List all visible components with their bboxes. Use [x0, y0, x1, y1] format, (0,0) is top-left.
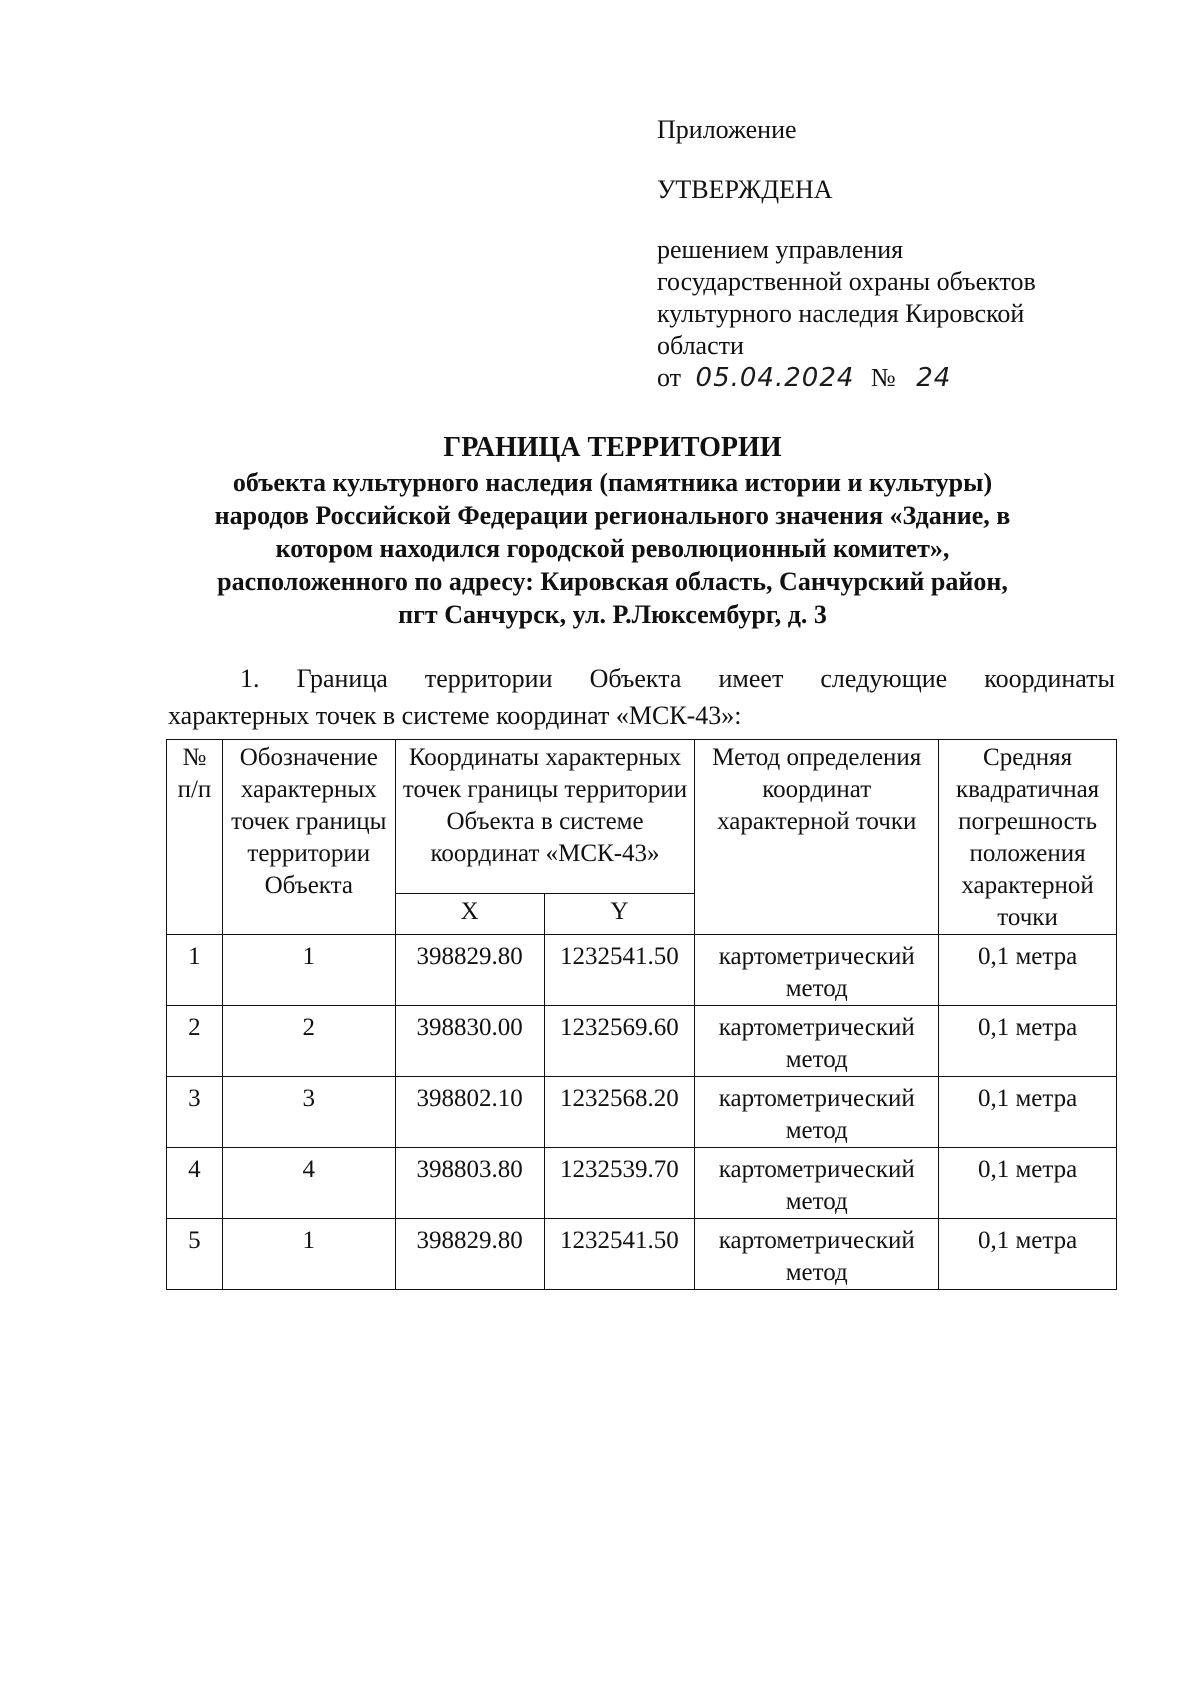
- date-prefix: от: [657, 363, 682, 392]
- cell-num: 5: [167, 1219, 223, 1290]
- cell-method: картометрический метод: [695, 1077, 939, 1148]
- cell-y: 1232539.70: [544, 1148, 695, 1219]
- cell-error: 0,1 метра: [939, 1077, 1117, 1148]
- cell-num: 2: [167, 1006, 223, 1077]
- table-row: [167, 1148, 1117, 1219]
- cell-point: 3: [222, 1077, 395, 1148]
- paragraph-first-line: 1. Граница территории Объекта имеет следующие координаты: [240, 664, 1115, 693]
- header-method: Метод определения координат характерной точки: [695, 740, 939, 935]
- title-line-1: объекта культурного наследия (памятника истории и культуры): [232, 468, 993, 497]
- cell-x: 398829.80: [395, 935, 544, 1006]
- cell-x: 398829.80: [395, 1219, 544, 1290]
- cell-error: 0,1 метра: [939, 1148, 1117, 1219]
- cell-num: 4: [167, 1148, 223, 1219]
- cell-error: 0,1 метра: [939, 935, 1117, 1006]
- cell-point: 1: [222, 1219, 395, 1290]
- table-header-row: [167, 740, 1117, 894]
- header-num: № п/п: [167, 740, 223, 935]
- cell-x: 398830.00: [395, 1006, 544, 1077]
- header-designation: Обозначение характерных точек границы территории Объекта: [222, 740, 395, 935]
- header-error: Средняя квадратичная погрешность положения характерной точки: [939, 740, 1117, 935]
- cell-num: 1: [167, 935, 223, 1006]
- cell-method: картометрический метод: [695, 1006, 939, 1077]
- cell-method: картометрический метод: [695, 935, 939, 1006]
- header-y: Y: [544, 893, 695, 934]
- table-row: [167, 1219, 1117, 1290]
- handwritten-date: 05.04.2024: [695, 363, 855, 393]
- title-main: ГРАНИЦА ТЕРРИТОРИИ: [443, 432, 782, 463]
- appendix-label: Приложение: [657, 115, 797, 144]
- cell-num: 3: [167, 1077, 223, 1148]
- approval-line-1: решением управления: [657, 235, 904, 264]
- cell-point: 4: [222, 1148, 395, 1219]
- approval-line-2: государственной охраны объектов: [657, 267, 1036, 296]
- header-coordinates: Координаты характерных точек границы территории Объекта в системе координат «МСК-43»: [395, 740, 695, 894]
- cell-x: 398803.80: [395, 1148, 544, 1219]
- handwritten-number: 24: [916, 363, 952, 393]
- cell-y: 1232541.50: [544, 935, 695, 1006]
- table-row: [167, 935, 1117, 1006]
- cell-point: 1: [222, 935, 395, 1006]
- cell-method: картометрический метод: [695, 1148, 939, 1219]
- approval-line-4: области: [657, 331, 744, 360]
- cell-error: 0,1 метра: [939, 1219, 1117, 1290]
- paragraph-1: [168, 660, 1115, 734]
- cell-y: 1232568.20: [544, 1077, 695, 1148]
- document-title: [140, 430, 1085, 631]
- title-line-4: расположенного по адресу: Кировская область, Санчурский район,: [217, 567, 1008, 596]
- approval-line-3: культурного наследия Кировской: [657, 299, 1025, 328]
- approved-label: УТВЕРЖДЕНА: [657, 175, 833, 204]
- cell-error: 0,1 метра: [939, 1006, 1117, 1077]
- title-line-2: народов Российской Федерации регионального значения «Здание, в: [214, 501, 1011, 530]
- cell-y: 1232569.60: [544, 1006, 695, 1077]
- decision-date-row: [657, 362, 1157, 394]
- table-row: [167, 1006, 1117, 1077]
- cell-method: картометрический метод: [695, 1219, 939, 1290]
- coordinates-table: [166, 739, 1117, 1290]
- header-x: X: [395, 893, 544, 934]
- paragraph-second-line: характерных точек в системе координат «МСК-43»:: [168, 701, 742, 730]
- cell-point: 2: [222, 1006, 395, 1077]
- table-row: [167, 1077, 1117, 1148]
- approval-block: [657, 114, 1157, 394]
- title-line-3: котором находился городской революционный комитет»,: [275, 534, 950, 563]
- cell-y: 1232541.50: [544, 1219, 695, 1290]
- number-sign: №: [870, 363, 896, 392]
- cell-x: 398802.10: [395, 1077, 544, 1148]
- title-line-5: пгт Санчурск, ул. Р.Люксембург, д. 3: [398, 600, 827, 629]
